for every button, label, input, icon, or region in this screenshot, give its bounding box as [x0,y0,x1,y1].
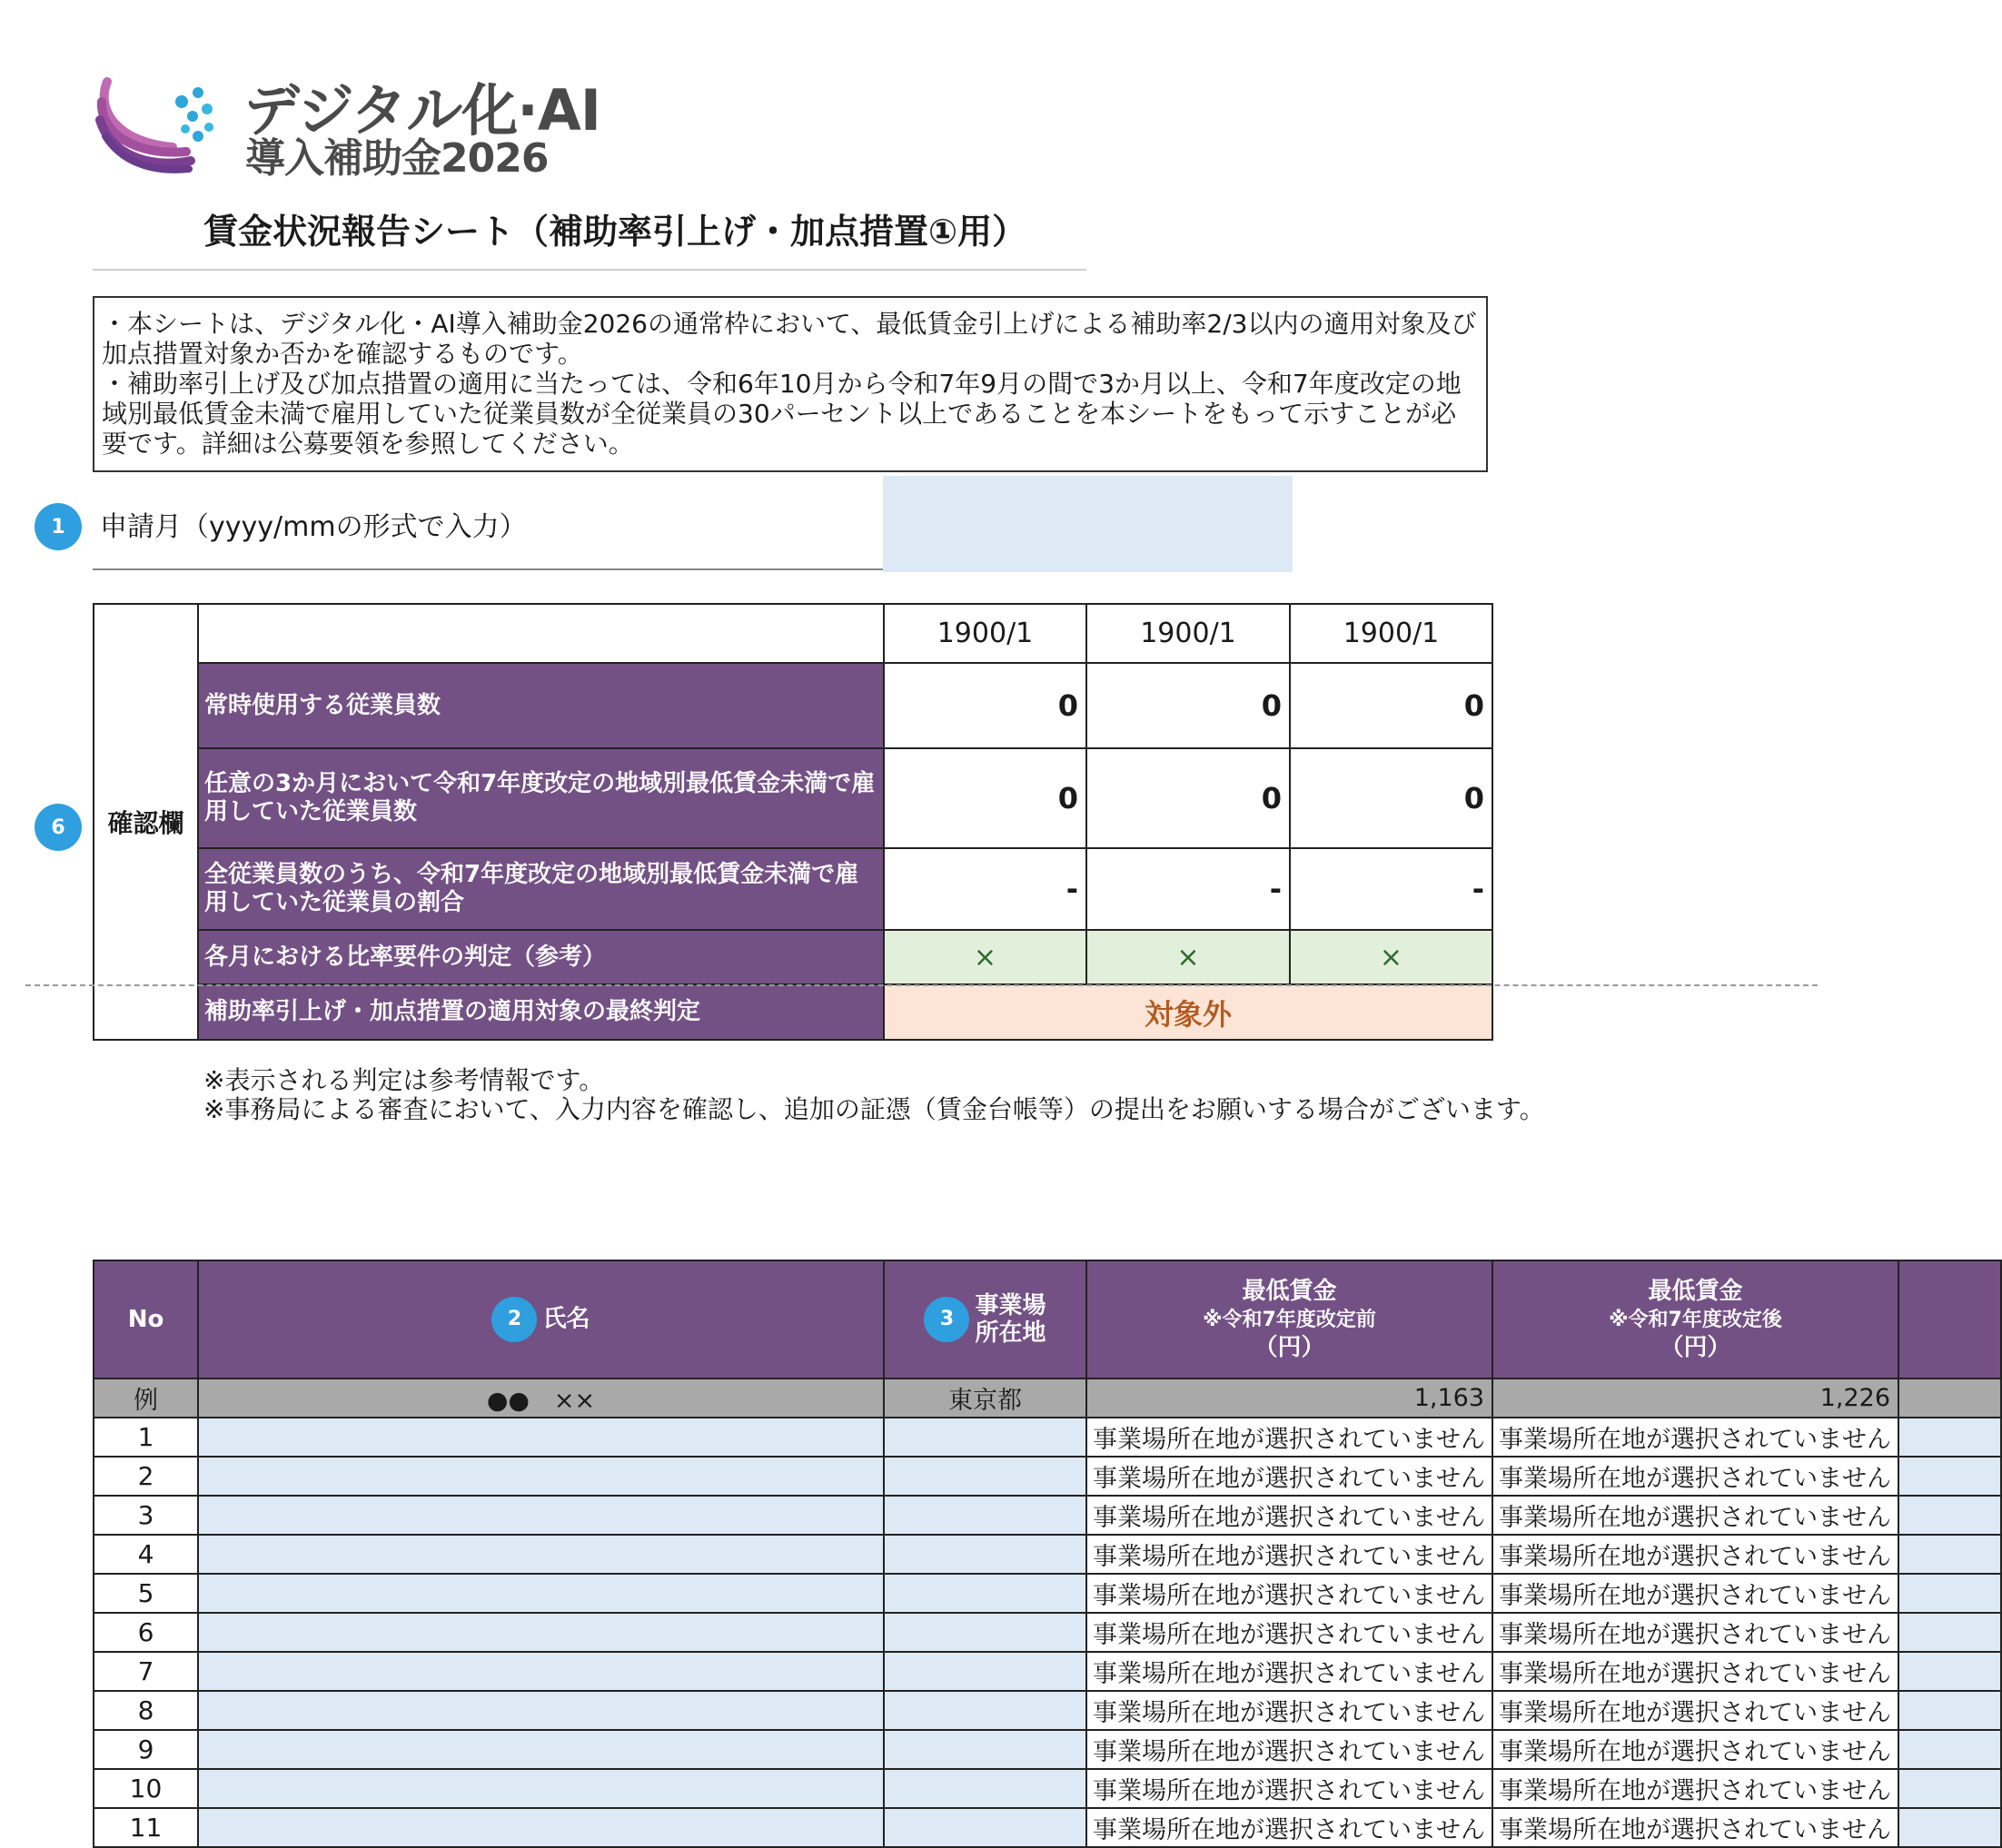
example-no: 例 [94,1379,198,1418]
extra-cell[interactable] [1898,1730,2001,1769]
row-no: 9 [94,1730,198,1769]
extra-cell[interactable] [1898,1496,2001,1535]
application-month-input[interactable] [883,476,1293,572]
extra-cell[interactable] [1898,1613,2001,1652]
header-minwage-before-sub: ※令和7年度改定前 [1203,1309,1376,1331]
ratio-label: 全従業員数のうち、令和7年度改定の地域別最低賃金未満で雇用していた従業員の割合 [198,848,884,930]
office-select-cell[interactable] [884,1652,1086,1691]
logo-subtitle: 導入補助金2026 [245,135,549,182]
minwage-before-message: 事業場所在地が選択されていません [1086,1730,1492,1769]
office-select-cell[interactable] [884,1691,1086,1730]
table-row [94,1457,2001,1496]
example-extra [1898,1379,2001,1418]
table-row [94,1496,2001,1535]
month-header-3: 1900/1 [1290,604,1492,663]
name-input-cell[interactable] [198,1808,884,1847]
extra-cell[interactable] [1898,1574,2001,1613]
example-row [94,1379,2001,1418]
minwage-after-message: 事業場所在地が選択されていません [1492,1808,1898,1847]
office-select-cell[interactable] [884,1613,1086,1652]
minwage-after-message: 事業場所在地が選択されていません [1492,1691,1898,1730]
note-reference: ※表示される判定は参考情報です。 [203,1065,605,1095]
row-no: 5 [94,1574,198,1613]
name-input-cell[interactable] [198,1535,884,1574]
table-row [94,1574,2001,1613]
table-row [94,1613,2001,1652]
confirmation-label: 確認欄 [94,604,198,1040]
final-judge-value: 対象外 [884,984,1492,1040]
header-name [198,1260,884,1379]
row-no: 10 [94,1769,198,1808]
extra-cell[interactable] [1898,1769,2001,1808]
minwage-before-message: 事業場所在地が選択されていません [1086,1652,1492,1691]
table-row [94,1535,2001,1574]
example-minwage-before: 1,163 [1086,1379,1492,1418]
example-office: 東京都 [884,1379,1086,1418]
header-office-line1: 事業場 [975,1292,1046,1319]
name-input-cell[interactable] [198,1457,884,1496]
note-evidence: ※事務局による審査において、入力内容を確認し、追加の証憑（賃金台帳等）の提出をお願いする場合がございます。 [203,1094,1545,1124]
office-select-cell[interactable] [884,1418,1086,1457]
minwage-before-message: 事業場所在地が選択されていません [1086,1574,1492,1613]
name-input-cell[interactable] [198,1574,884,1613]
example-minwage-after: 1,226 [1492,1379,1898,1418]
step-badge-1: 1 [35,503,82,550]
notice-box [93,296,1488,472]
office-select-cell[interactable] [884,1574,1086,1613]
header-minwage-after-unit: （円） [1660,1334,1731,1361]
minwage-after-message: 事業場所在地が選択されていません [1492,1496,1898,1535]
confirmation-table [93,603,1493,1041]
row-no: 3 [94,1496,198,1535]
minwage-before-message: 事業場所在地が選択されていません [1086,1613,1492,1652]
header-office [884,1260,1086,1379]
name-input-cell[interactable] [198,1418,884,1457]
header-minwage-after [1492,1260,1898,1379]
extra-cell[interactable] [1898,1535,2001,1574]
minwage-after-message: 事業場所在地が選択されていません [1492,1730,1898,1769]
below-min-value-2: 0 [1086,748,1290,848]
employees-value-3: 0 [1290,663,1492,748]
row-no: 6 [94,1613,198,1652]
page-title: 賃金状況報告シート（補助率引上げ・加点措置①用） [203,212,1027,252]
office-select-cell[interactable] [884,1808,1086,1847]
office-select-cell[interactable] [884,1457,1086,1496]
table-row [94,1691,2001,1730]
table-row [94,1769,2001,1808]
header-office-line2: 所在地 [975,1319,1046,1347]
header-name-label: 氏名 [542,1305,590,1333]
minwage-after-message: 事業場所在地が選択されていません [1492,1535,1898,1574]
title-divider [93,269,1086,271]
row-no: 8 [94,1691,198,1730]
extra-cell[interactable] [1898,1418,2001,1457]
extra-cell[interactable] [1898,1808,2001,1847]
header-extra [1898,1260,2001,1379]
step-badge-3: 3 [924,1297,969,1342]
header-minwage-after-title: 最低賃金 [1648,1278,1743,1305]
row-no: 1 [94,1418,198,1457]
minwage-before-message: 事業場所在地が選択されていません [1086,1769,1492,1808]
notice-paragraph-1: ・本シートは、デジタル化・AI導入補助金2026の通常枠において、最低賃金引上げによる補助率2/3以内の適用対象及び加点措置対象か否かを確認するものです。 [102,309,1477,369]
minwage-before-message: 事業場所在地が選択されていません [1086,1457,1492,1496]
example-name: ●● ×× [198,1379,884,1418]
table-row [94,1730,2001,1769]
minwage-after-message: 事業場所在地が選択されていません [1492,1457,1898,1496]
minwage-after-message: 事業場所在地が選択されていません [1492,1613,1898,1652]
row-no: 7 [94,1652,198,1691]
logo-title: デジタル化·AI [243,77,600,143]
logo-icon [91,56,218,174]
application-month-label: 申請月（yyyy/mmの形式で入力） [100,511,527,543]
row-no: 4 [94,1535,198,1574]
name-input-cell[interactable] [198,1652,884,1691]
final-judge-label: 補助率引上げ・加点措置の適用対象の最終判定 [198,984,884,1040]
notice-paragraph-2: ・補助率引上げ及び加点措置の適用に当たっては、令和6年10月から令和7年9月の間で3か月以上、令和7年度改定の地域別最低賃金未満で雇用していた従業員数が全従業員の30パーセント以上であることを本シートをもって示すことが必要です。詳細は公募要領を参照してください。 [102,369,1462,459]
ratio-value-3: - [1290,848,1492,930]
header-minwage-before-unit: （円） [1254,1334,1325,1361]
minwage-after-message: 事業場所在地が選択されていません [1492,1418,1898,1457]
employees-value-2: 0 [1086,663,1290,748]
step-badge-2: 2 [491,1297,537,1342]
minwage-before-message: 事業場所在地が選択されていません [1086,1496,1492,1535]
minwage-before-message: 事業場所在地が選択されていません [1086,1535,1492,1574]
name-input-cell[interactable] [198,1613,884,1652]
name-input-cell[interactable] [198,1496,884,1535]
month-header-1: 1900/1 [884,604,1086,663]
below-min-label: 任意の3か月において令和7年度改定の地域別最低賃金未満で雇用していた従業員数 [198,748,884,848]
table-row [94,1418,2001,1457]
office-select-cell[interactable] [884,1769,1086,1808]
row-no: 11 [94,1808,198,1847]
employees-label: 常時使用する従業員数 [198,663,884,748]
extra-cell[interactable] [1898,1691,2001,1730]
below-min-value-1: 0 [884,748,1086,848]
header-no: No [94,1260,198,1379]
row-no: 2 [94,1457,198,1496]
minwage-after-message: 事業場所在地が選択されていません [1492,1769,1898,1808]
name-input-cell[interactable] [198,1730,884,1769]
header-minwage-after-sub: ※令和7年度改定後 [1609,1309,1782,1331]
name-input-cell[interactable] [198,1691,884,1730]
office-select-cell[interactable] [884,1730,1086,1769]
minwage-after-message: 事業場所在地が選択されていません [1492,1574,1898,1613]
employee-table [93,1260,2002,1848]
monthly-judge-value-1: × [884,930,1086,984]
minwage-before-message: 事業場所在地が選択されていません [1086,1418,1492,1457]
employee-table-viewport [93,1260,1891,1844]
employees-value-1: 0 [884,663,1086,748]
monthly-judge-value-3: × [1290,930,1492,984]
page-break-line [25,984,1818,986]
monthly-judge-label: 各月における比率要件の判定（参考） [198,930,884,984]
header-minwage-before-title: 最低賃金 [1242,1278,1337,1305]
ratio-value-2: - [1086,848,1290,930]
month-header-2: 1900/1 [1086,604,1290,663]
below-min-value-3: 0 [1290,748,1492,848]
office-select-cell[interactable] [884,1535,1086,1574]
ratio-value-1: - [884,848,1086,930]
table-row [94,1652,2001,1691]
name-input-cell[interactable] [198,1769,884,1808]
table-row [94,1808,2001,1847]
office-select-cell[interactable] [884,1496,1086,1535]
minwage-before-message: 事業場所在地が選択されていません [1086,1808,1492,1847]
extra-cell[interactable] [1898,1652,2001,1691]
minwage-before-message: 事業場所在地が選択されていません [1086,1691,1492,1730]
application-month-divider [93,568,883,570]
step-badge-6: 6 [35,804,82,851]
month-header-blank [198,604,884,663]
header-minwage-before [1086,1260,1492,1379]
monthly-judge-value-2: × [1086,930,1290,984]
minwage-after-message: 事業場所在地が選択されていません [1492,1652,1898,1691]
extra-cell[interactable] [1898,1457,2001,1496]
